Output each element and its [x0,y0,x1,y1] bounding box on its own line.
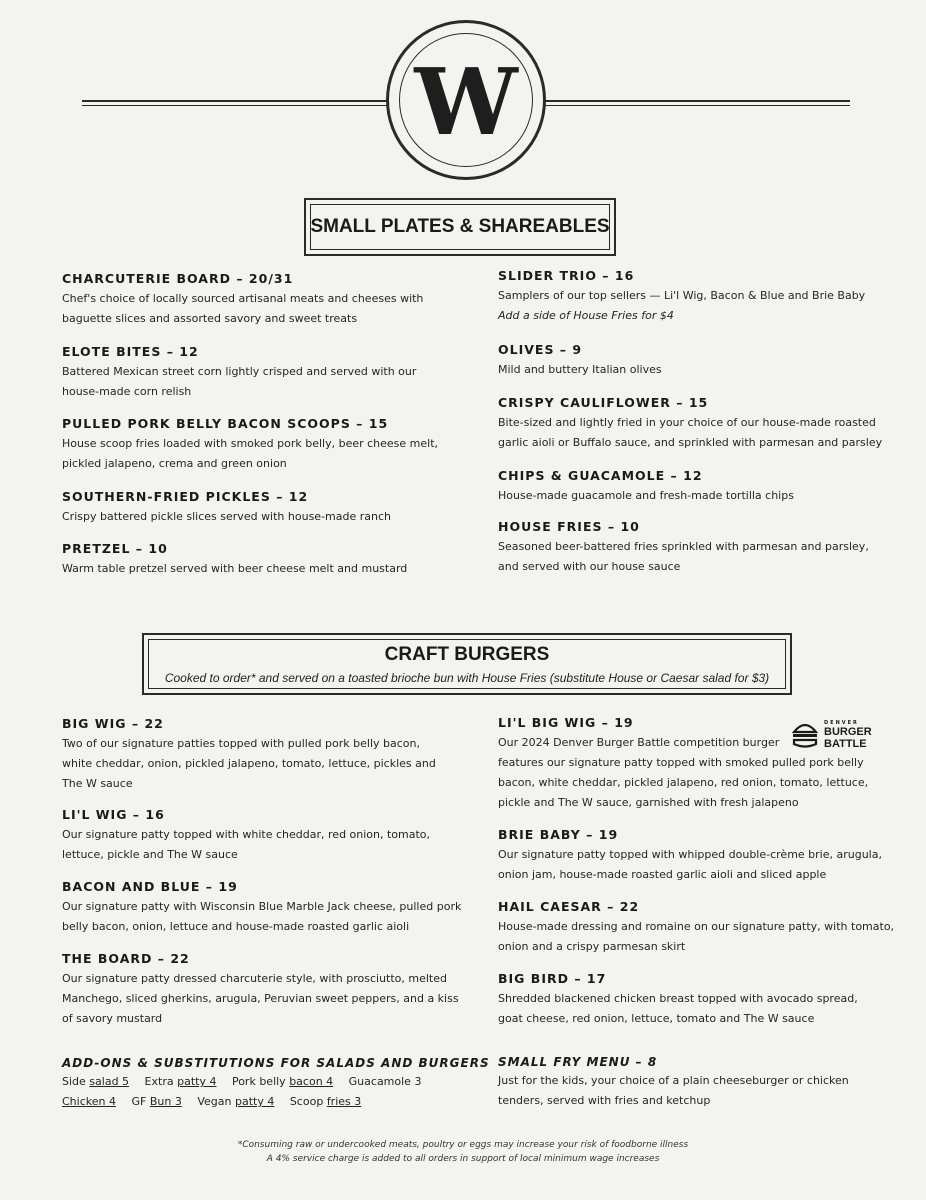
item-name: PRETZEL – 10 [62,541,168,556]
item-description: Battered Mexican street corn lightly crisped and served with our house-made corn relish [62,365,417,398]
item-name: SOUTHERN-FRIED PICKLES – 12 [62,489,309,504]
item-description: Our signature patty topped with white cheddar, red onion, tomato, lettuce, pickle and The W sauce [62,828,431,861]
addon-item: Pork belly bacon 4 [231,1075,334,1088]
item-description: Seasoned beer-battered fries sprinkled with parmesan and parsley, and served with our house sauce [498,540,869,573]
menu-item [62,807,430,865]
small-plates-title: SMALL PLATES & SHAREABLES [310,216,610,237]
menu-item [62,716,436,794]
logo-rule-left [82,100,392,102]
addon-item: Scoop fries 3 [289,1095,362,1108]
menu-item [498,519,869,577]
menu-item [498,268,865,326]
addon-item: Chicken 4 [62,1095,116,1108]
badge-small-text: DENVER [824,719,859,726]
addon-item: Extra patty 4 [144,1075,217,1088]
menu-item [498,971,858,1029]
item-name: BRIE BABY – 19 [498,827,619,842]
burger-battle-badge [792,716,872,754]
logo-inner-ring [399,33,533,167]
menu-item [62,879,461,937]
item-description: Two of our signature patties topped with pulled pork belly bacon, white cheddar, onion, pickled jalapeno, tomato, lettuce, pickles and The W sauce [62,737,436,790]
item-name: BIG WIG – 22 [62,716,164,731]
item-name: CHARCUTERIE BOARD – 20/31 [62,271,294,286]
item-description: Samplers of our top sellers — Li'l Wig, Bacon & Blue and Brie Baby Add a side of House Fries for $4 [498,289,866,322]
menu-item [62,344,416,402]
addons-row-1 [62,1072,490,1092]
item-name: ELOTE BITES – 12 [62,344,199,359]
addons-block [62,1056,490,1112]
item-name: BACON AND BLUE – 19 [62,879,238,894]
item-name: BIG BIRD – 17 [498,971,607,986]
item-name: PULLED PORK BELLY BACON SCOOPS – 15 [62,416,389,431]
item-description: Our signature patty dressed charcuterie style, with prosciutto, melted Manchego, sliced gherkins, arugula, Peruvian sweet peppers, and a kiss of savory mustard [62,972,459,1025]
burger-icon [792,720,818,750]
addon-item: GF Bun 3 [131,1095,182,1108]
footnote: *Consuming raw or undercooked meats, poultry or eggs may increase your risk of foodborne illness A 4% service charge is added to all orders in support of local minimum wage increases [237,1140,689,1164]
item-name: HOUSE FRIES – 10 [498,519,640,534]
restaurant-logo [386,20,546,180]
logo-rule-left-thin [82,105,392,106]
logo-rule-right-thin [540,105,850,106]
addons-row-2 [62,1092,490,1112]
craft-burgers-subtitle: Cooked to order* and served on a toasted brioche bun with House Fries (substitute House or Caesar salad for $3) [164,670,770,685]
item-description: House-made guacamole and fresh-made tortilla chips [498,489,794,502]
menu-item [498,827,882,885]
logo-rule-right [540,100,850,102]
item-description: Shredded blackened chicken breast topped with avocado spread, goat cheese, red onion, lettuce, tomato and The W sauce [498,992,858,1025]
menu-item [498,468,794,506]
menu-item [498,899,894,957]
item-name: LI'L BIG WIG – 19 [498,715,634,730]
item-description: Warm table pretzel served with beer cheese melt and mustard [62,562,408,575]
menu-item [62,271,423,329]
menu-item [62,416,438,474]
small-fry-item [498,1055,849,1111]
item-name: SMALL FRY MENU – 8 [498,1055,658,1069]
item-name: SLIDER TRIO – 16 [498,268,635,283]
item-description: Mild and buttery Italian olives [498,363,662,376]
item-description: Our signature patty with Wisconsin Blue Marble Jack cheese, pulled pork belly bacon, onion, lettuce and house-made roasted garlic aioli [62,900,462,933]
small-plates-header [304,198,616,256]
badge-line1: BURGER [824,725,872,738]
item-name: CRISPY CAULIFLOWER – 15 [498,395,709,410]
item-description: Our signature patty topped with whipped double-crème brie, arugula, onion jam, house-made roasted garlic aioli and sliced apple [498,848,882,881]
item-name: LI'L WIG – 16 [62,807,165,822]
item-name: OLIVES – 9 [498,342,583,357]
addons-title: ADD-ONS & SUBSTITUTIONS FOR SALADS AND BURGERS [62,1056,490,1070]
craft-burgers-header [142,633,792,695]
item-description: House-made dressing and romaine on our signature patty, with tomato, onion and a crispy parmesan skirt [498,920,895,953]
item-description: Just for the kids, your choice of a plain cheeseburger or chicken tenders, served with fries and ketchup [498,1074,849,1107]
addon-item: Vegan patty 4 [197,1095,275,1108]
menu-item [498,342,662,380]
craft-burgers-title: CRAFT BURGERS [384,643,550,665]
item-description: Chef's choice of locally sourced artisanal meats and cheeses with baguette slices and assorted savory and sweet treats [62,292,424,325]
item-description: Bite-sized and lightly fried in your choice of our house-made roasted garlic aioli or Buffalo sauce, and sprinkled with parmesan and parsley [498,416,883,449]
addon-item: Guacamole 3 [348,1075,422,1088]
item-name: CHIPS & GUACAMOLE – 12 [498,468,703,483]
item-description: House scoop fries loaded with smoked pork belly, beer cheese melt, pickled jalapeno, crema and green onion [62,437,439,470]
menu-item [62,489,391,527]
menu-item [62,951,459,1029]
addon-item: Side salad 5 [62,1075,130,1088]
menu-item [62,541,407,579]
item-description: Our 2024 Denver Burger Battle competition burger features our signature patty topped with smoked pulled pork belly bacon, white cheddar, pickled jalapeno, red onion, tomato, lettuce, pickle and The W sauce, garnished with fresh jalapeno [498,736,869,809]
badge-line2: BATTLE [824,737,867,750]
item-description: Crispy battered pickle slices served with house-made ranch [62,510,391,523]
menu-item [498,395,882,453]
logo-letter: W [414,48,518,156]
item-name: HAIL CAESAR – 22 [498,899,640,914]
item-name: THE BOARD – 22 [62,951,190,966]
